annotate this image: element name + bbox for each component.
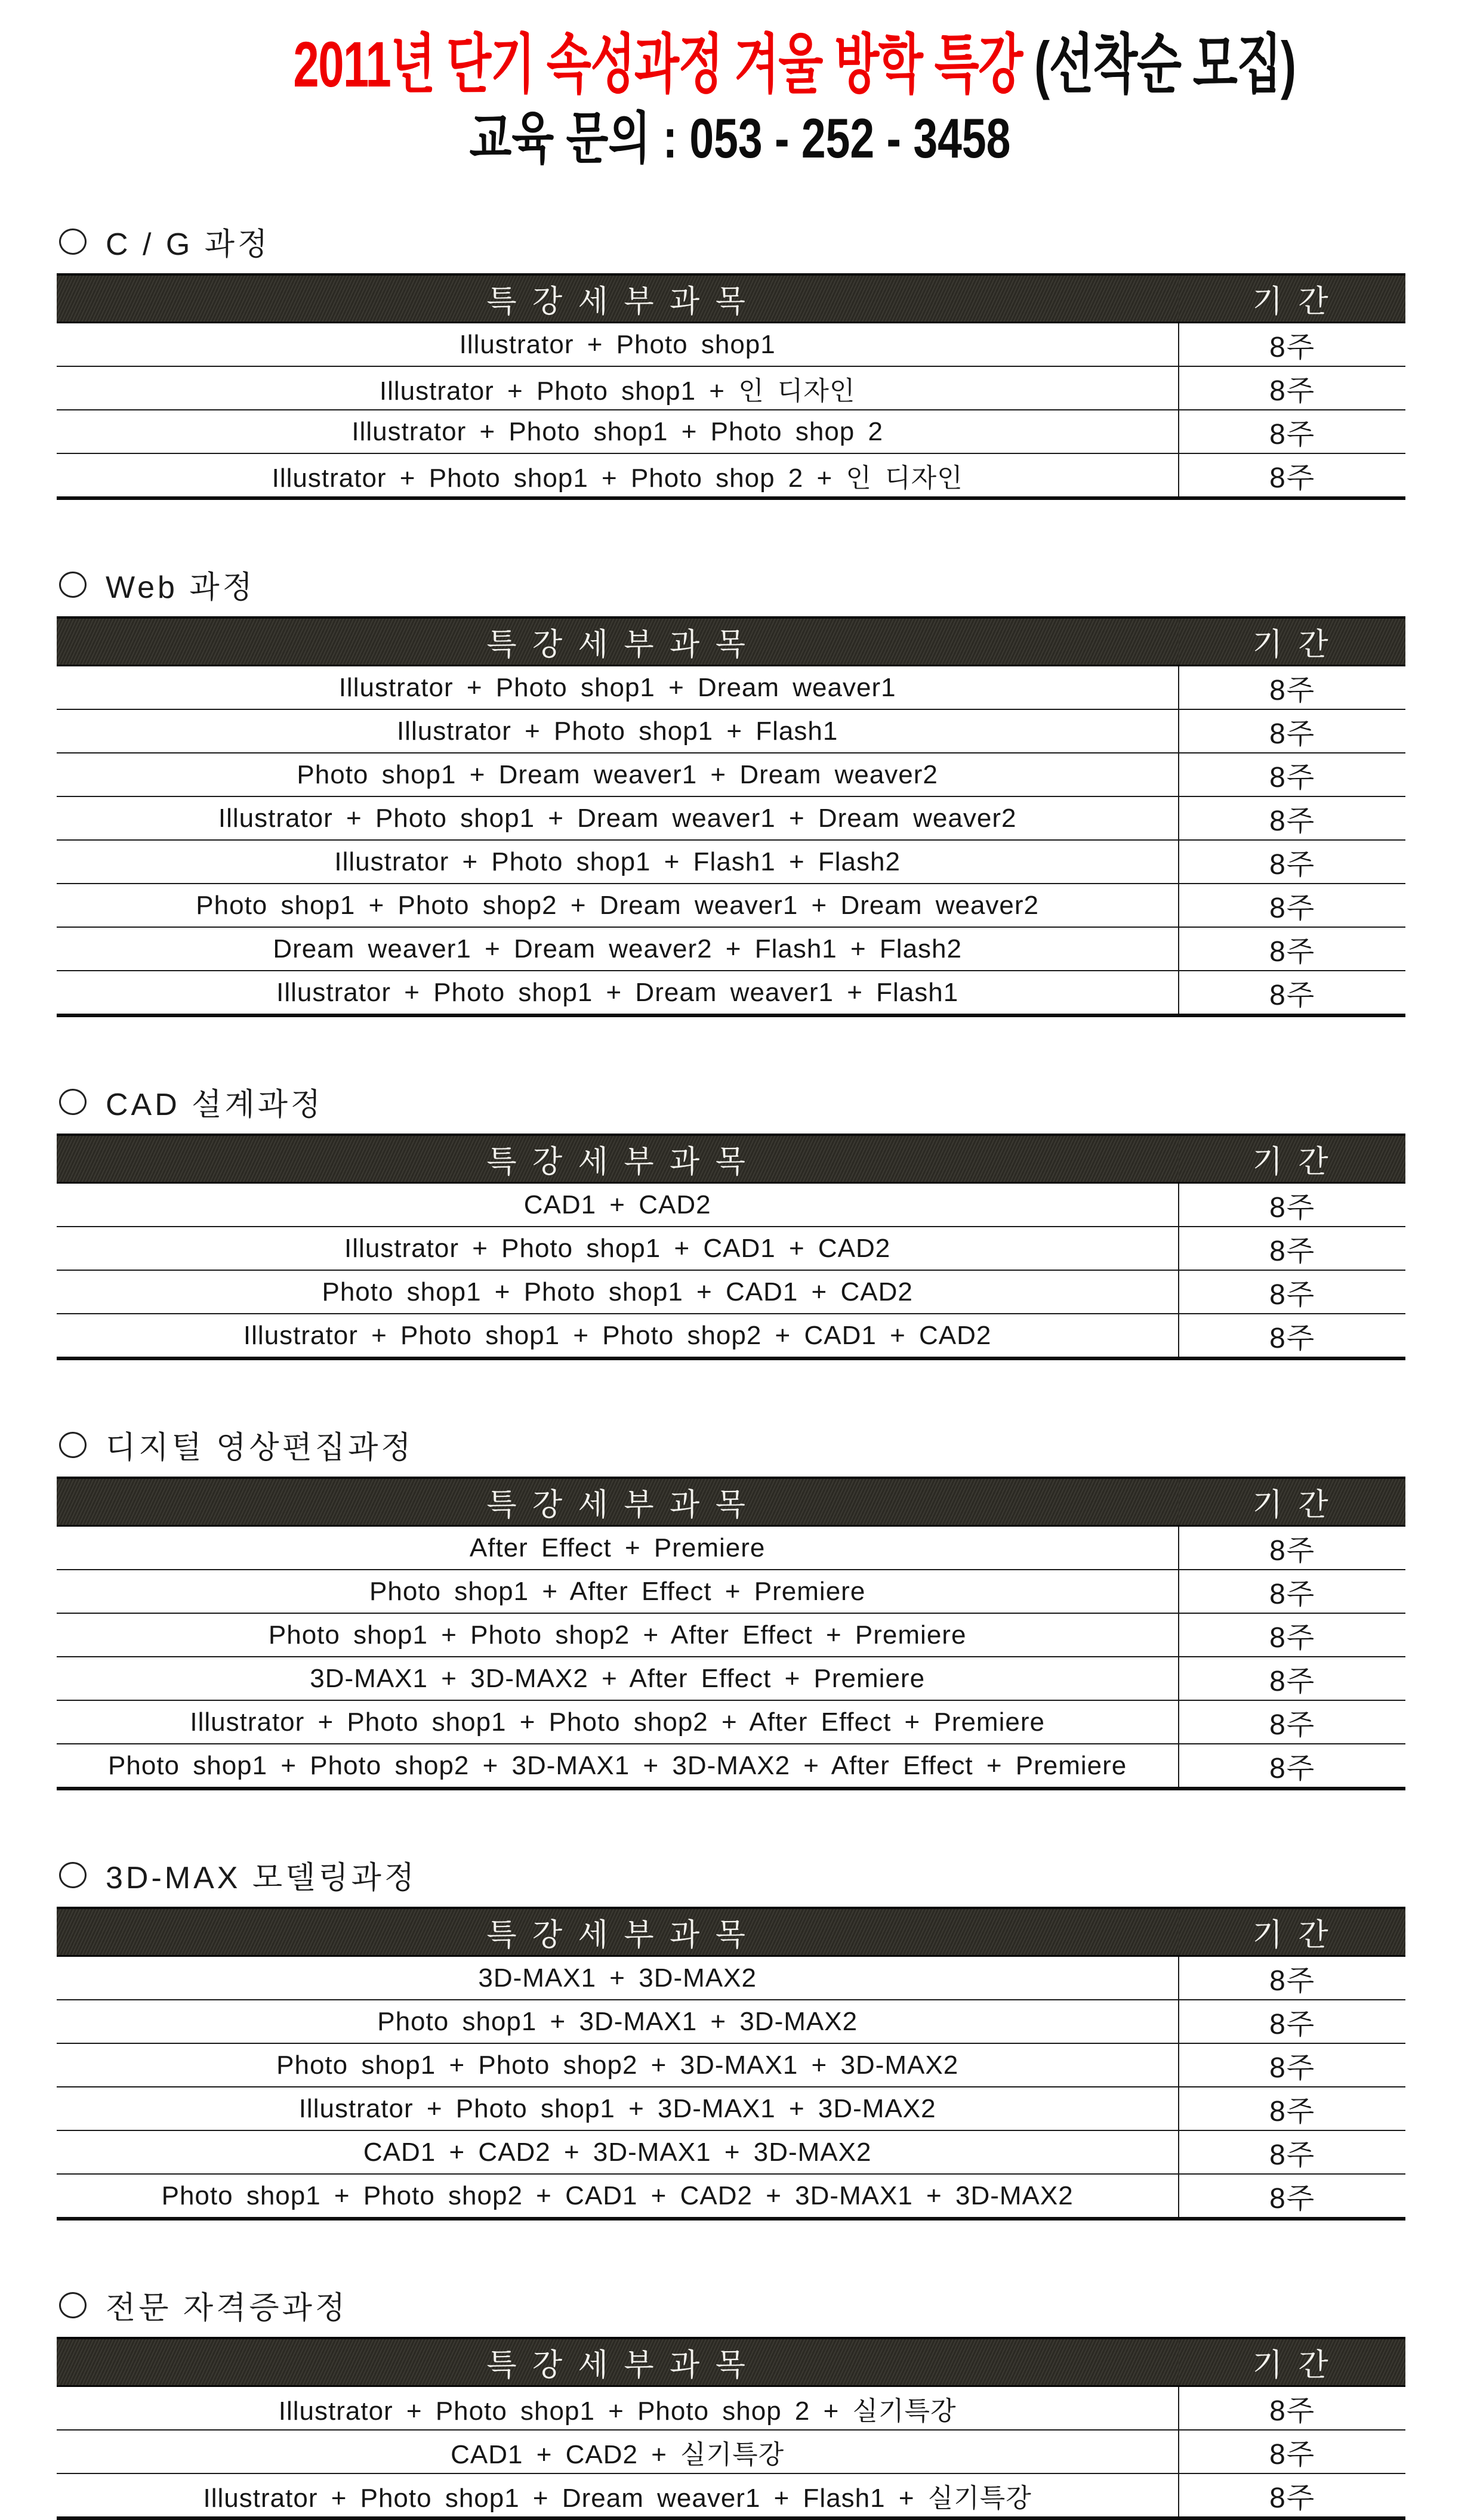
course-row xyxy=(57,2473,1405,2518)
section-label: C / G 과정 xyxy=(106,227,271,262)
course-subjects: Photo shop1 + Photo shop2 + Dream weaver1 + Dream weaver2 xyxy=(57,884,1179,927)
course-duration: 8주 xyxy=(1179,2386,1405,2431)
course-duration: 8주 xyxy=(1179,753,1405,796)
course-subjects: Photo shop1 + Photo shop2 + After Effect + Premiere xyxy=(57,1613,1179,1657)
course-section xyxy=(57,219,1405,500)
course-duration: 8주 xyxy=(1179,1526,1405,1570)
course-subjects: Dream weaver1 + Dream weaver2 + Flash1 + Flash2 xyxy=(57,927,1179,971)
section-heading xyxy=(59,1852,1405,1897)
course-subjects: Photo shop1 + After Effect + Premiere xyxy=(57,1570,1179,1613)
course-section xyxy=(57,562,1405,1017)
col-header-duration: 기 간 xyxy=(1179,1908,1405,1956)
col-header-subject: 특 강 세 부 과 목 xyxy=(57,1478,1179,1526)
course-row xyxy=(57,927,1405,971)
col-header-subject: 특 강 세 부 과 목 xyxy=(57,2338,1179,2386)
course-subjects: Illustrator + Photo shop1 + Photo shop 2 + 실기특강 xyxy=(57,2386,1179,2431)
course-subjects: CAD1 + CAD2 xyxy=(57,1183,1179,1227)
course-row xyxy=(57,1526,1405,1570)
course-duration: 8주 xyxy=(1179,796,1405,840)
course-subjects: CAD1 + CAD2 + 3D-MAX1 + 3D-MAX2 xyxy=(57,2130,1179,2174)
course-rows xyxy=(57,2386,1405,2519)
course-subjects: Illustrator + Photo shop1 + Dream weaver1 xyxy=(57,666,1179,710)
course-duration: 8주 xyxy=(1179,1270,1405,1314)
sections xyxy=(57,219,1405,2520)
section-heading xyxy=(59,562,1405,607)
col-header-duration: 기 간 xyxy=(1179,274,1405,323)
course-rows xyxy=(57,323,1405,499)
course-subjects: Illustrator + Photo shop1 + Photo shop 2 xyxy=(57,410,1179,453)
course-table xyxy=(57,1477,1405,1790)
col-header-subject: 특 강 세 부 과 목 xyxy=(57,1908,1179,1956)
course-table xyxy=(57,273,1405,500)
section-heading xyxy=(59,2283,1405,2327)
col-header-subject: 특 강 세 부 과 목 xyxy=(57,274,1179,323)
course-duration: 8주 xyxy=(1179,453,1405,498)
table-header-row xyxy=(57,2338,1405,2386)
course-duration: 8주 xyxy=(1179,410,1405,453)
course-subjects: 3D-MAX1 + 3D-MAX2 + After Effect + Premiere xyxy=(57,1657,1179,1700)
course-row xyxy=(57,709,1405,753)
course-row xyxy=(57,1956,1405,2000)
course-duration: 8주 xyxy=(1179,2087,1405,2130)
course-duration: 8주 xyxy=(1179,709,1405,753)
course-row xyxy=(57,323,1405,367)
section-heading xyxy=(59,1079,1405,1124)
table-header-row xyxy=(57,617,1405,666)
course-duration: 8주 xyxy=(1179,927,1405,971)
course-row xyxy=(57,366,1405,410)
course-duration: 8주 xyxy=(1179,971,1405,1015)
course-duration: 8주 xyxy=(1179,2473,1405,2518)
course-row xyxy=(57,1700,1405,1744)
course-row xyxy=(57,2130,1405,2174)
course-subjects: After Effect + Premiere xyxy=(57,1526,1179,1570)
course-subjects: Illustrator + Photo shop1 + Photo shop2 + After Effect + Premiere xyxy=(57,1700,1179,1744)
course-row xyxy=(57,884,1405,927)
course-duration: 8주 xyxy=(1179,1613,1405,1657)
course-subjects: Illustrator + Photo shop1 + Dream weaver1 + Flash1 + 실기특강 xyxy=(57,2473,1179,2518)
course-row xyxy=(57,2386,1405,2431)
course-subjects: Illustrator + Photo shop1 + 3D-MAX1 + 3D-MAX2 xyxy=(57,2087,1179,2130)
table-header-row xyxy=(57,1478,1405,1526)
course-duration: 8주 xyxy=(1179,666,1405,710)
course-section xyxy=(57,1422,1405,1790)
course-subjects: Illustrator + Photo shop1 + Photo shop 2 + 인 디자인 xyxy=(57,453,1179,498)
course-row xyxy=(57,1570,1405,1613)
course-row xyxy=(57,1314,1405,1358)
circle-bullet-icon xyxy=(59,1089,87,1115)
course-table xyxy=(57,1134,1405,1360)
col-header-duration: 기 간 xyxy=(1179,1135,1405,1183)
section-label: 3D-MAX 모델링과정 xyxy=(106,1861,418,1896)
course-row xyxy=(57,2000,1405,2043)
course-subjects: Photo shop1 + Photo shop2 + 3D-MAX1 + 3D-MAX2 xyxy=(57,2043,1179,2087)
page-title xyxy=(293,28,1296,100)
table-header-row xyxy=(57,1135,1405,1183)
course-duration: 8주 xyxy=(1179,1183,1405,1227)
course-subjects: Photo shop1 + Photo shop2 + CAD1 + CAD2 + 3D-MAX1 + 3D-MAX2 xyxy=(57,2174,1179,2219)
circle-bullet-icon xyxy=(59,2292,87,2318)
course-section xyxy=(57,2283,1405,2520)
course-table xyxy=(57,2337,1405,2520)
course-duration: 8주 xyxy=(1179,366,1405,410)
page-title-main: 2011년 단기 속성과정 겨울 방학 특강 xyxy=(293,28,1035,100)
course-section xyxy=(57,1079,1405,1360)
course-rows xyxy=(57,1956,1405,2219)
course-duration: 8주 xyxy=(1179,1570,1405,1613)
course-subjects: Illustrator + Photo shop1 xyxy=(57,323,1179,367)
course-subjects: Photo shop1 + 3D-MAX1 + 3D-MAX2 xyxy=(57,2000,1179,2043)
course-subjects: 3D-MAX1 + 3D-MAX2 xyxy=(57,1956,1179,2000)
col-header-subject: 특 강 세 부 과 목 xyxy=(57,617,1179,666)
circle-bullet-icon xyxy=(59,1432,87,1458)
course-subjects: Illustrator + Photo shop1 + CAD1 + CAD2 xyxy=(57,1227,1179,1270)
course-row xyxy=(57,1270,1405,1314)
course-table xyxy=(57,1907,1405,2221)
course-duration: 8주 xyxy=(1179,323,1405,367)
circle-bullet-icon xyxy=(59,572,87,598)
contact-line: 교육 문의 : 053 - 252 - 3458 xyxy=(469,106,1011,169)
course-subjects: Illustrator + Photo shop1 + Dream weaver1 + Dream weaver2 xyxy=(57,796,1179,840)
course-subjects: Illustrator + Photo shop1 + 인 디자인 xyxy=(57,366,1179,410)
course-row xyxy=(57,2043,1405,2087)
course-row xyxy=(57,1613,1405,1657)
table-header-row xyxy=(57,274,1405,323)
col-header-duration: 기 간 xyxy=(1179,617,1405,666)
course-subjects: Photo shop1 + Dream weaver1 + Dream weaver2 xyxy=(57,753,1179,796)
course-row xyxy=(57,410,1405,453)
page xyxy=(0,28,1480,2515)
course-row xyxy=(57,2087,1405,2130)
course-row xyxy=(57,840,1405,884)
page-title-note: (선착순 모집) xyxy=(1034,28,1296,100)
course-subjects: Illustrator + Photo shop1 + Flash1 + Flash2 xyxy=(57,840,1179,884)
course-duration: 8주 xyxy=(1179,1657,1405,1700)
course-subjects: Photo shop1 + Photo shop1 + CAD1 + CAD2 xyxy=(57,1270,1179,1314)
course-section xyxy=(57,1852,1405,2221)
course-duration: 8주 xyxy=(1179,2174,1405,2219)
circle-bullet-icon xyxy=(59,1862,87,1888)
course-row xyxy=(57,453,1405,498)
course-row xyxy=(57,753,1405,796)
course-table xyxy=(57,616,1405,1017)
course-duration: 8주 xyxy=(1179,2430,1405,2473)
col-header-duration: 기 간 xyxy=(1179,2338,1405,2386)
course-subjects: Illustrator + Photo shop1 + Flash1 xyxy=(57,709,1179,753)
course-rows xyxy=(57,1526,1405,1789)
course-duration: 8주 xyxy=(1179,840,1405,884)
course-duration: 8주 xyxy=(1179,1744,1405,1789)
course-subjects: CAD1 + CAD2 + 실기특강 xyxy=(57,2430,1179,2473)
course-row xyxy=(57,1227,1405,1270)
col-header-duration: 기 간 xyxy=(1179,1478,1405,1526)
course-row xyxy=(57,666,1405,710)
table-header-row xyxy=(57,1908,1405,1956)
course-rows xyxy=(57,1183,1405,1359)
course-row xyxy=(57,2430,1405,2473)
course-row xyxy=(57,1183,1405,1227)
course-duration: 8주 xyxy=(1179,1227,1405,1270)
course-duration: 8주 xyxy=(1179,1956,1405,2000)
course-subjects: Illustrator + Photo shop1 + Dream weaver1 + Flash1 xyxy=(57,971,1179,1015)
course-row xyxy=(57,796,1405,840)
col-header-subject: 특 강 세 부 과 목 xyxy=(57,1135,1179,1183)
course-subjects: Photo shop1 + Photo shop2 + 3D-MAX1 + 3D-MAX2 + After Effect + Premiere xyxy=(57,1744,1179,1789)
section-label: Web 과정 xyxy=(106,570,255,606)
section-label: 전문 자격증과정 xyxy=(106,2291,349,2326)
course-duration: 8주 xyxy=(1179,884,1405,927)
course-row xyxy=(57,1744,1405,1789)
section-heading xyxy=(59,219,1405,264)
course-duration: 8주 xyxy=(1179,1314,1405,1358)
course-row xyxy=(57,2174,1405,2219)
circle-bullet-icon xyxy=(59,228,87,255)
section-label: CAD 설계과정 xyxy=(106,1088,324,1123)
course-subjects: Illustrator + Photo shop1 + Photo shop2 + CAD1 + CAD2 xyxy=(57,1314,1179,1358)
course-duration: 8주 xyxy=(1179,2043,1405,2087)
course-duration: 8주 xyxy=(1179,1700,1405,1744)
section-heading xyxy=(59,1422,1405,1467)
course-row xyxy=(57,971,1405,1015)
section-label: 디지털 영상편집과정 xyxy=(106,1431,414,1466)
course-row xyxy=(57,1657,1405,1700)
course-duration: 8주 xyxy=(1179,2000,1405,2043)
course-rows xyxy=(57,666,1405,1016)
course-duration: 8주 xyxy=(1179,2130,1405,2174)
